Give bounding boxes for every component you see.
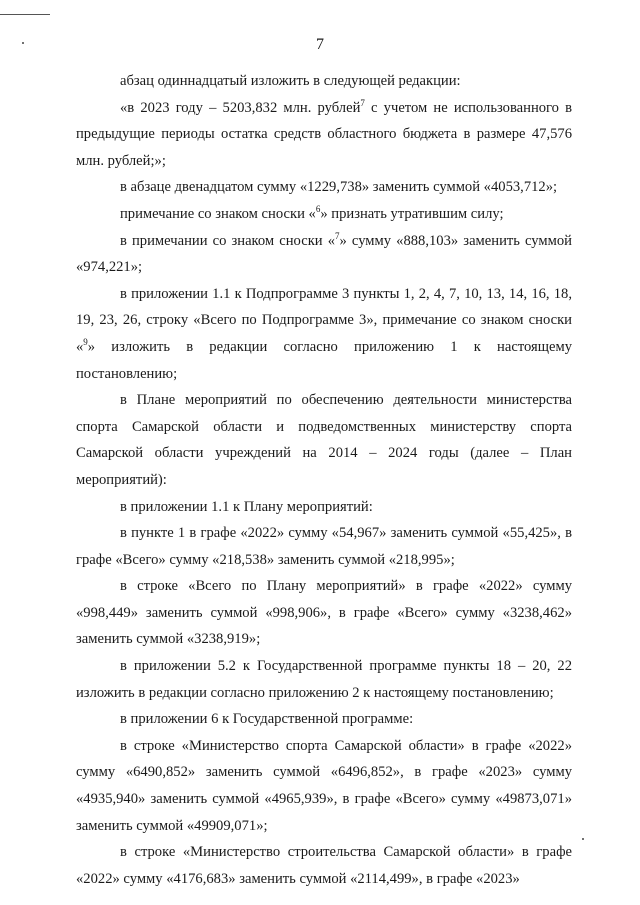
paragraph: в строке «Всего по Плану мероприятий» в графе «2022» сумму «998,449» заменить суммой «998,906», в графе «Всего» сумму «3238,462» заменить суммой «3238,919»; bbox=[76, 578, 572, 648]
paragraph: в приложении 5.2 к Государственной программе пункты 18 – 20, 22 изложить в редакции согласно приложению 2 к настоящему постановлению; bbox=[76, 658, 572, 701]
paragraph: абзац одиннадцатый изложить в следующей редакции: bbox=[120, 73, 461, 89]
paragraph: в строке «Министерство строительства Самарской области» в графе «2022» сумму «4176,683» заменить суммой «2114,499», в графе «2023» bbox=[76, 844, 572, 887]
footnote-mark: 6 bbox=[315, 204, 321, 215]
paragraph: «в 2023 году – 5203,832 млн. рублей$^7$ с учетом не использованного в предыдущие периоды остатка средств областного бюджета в размере 47,576 млн. рублей;»; bbox=[76, 97, 573, 169]
paragraph: в приложении 1.1 к Плану мероприятий: bbox=[120, 498, 373, 515]
page-number: 7 bbox=[316, 36, 324, 53]
paragraph: в пункте 1 в графе «2022» сумму «54,967» заменить суммой «55,425», в графе «Всего» сумму «218,538» заменить суммой «218,995»; bbox=[76, 525, 572, 568]
scan-edge-mark bbox=[0, 14, 50, 15]
footnote-mark: 7 bbox=[360, 97, 365, 108]
paragraph: в примечании со знаком сноски «$^7$» сумму «888,103» заменить суммой «974,221»; bbox=[76, 230, 572, 276]
paragraph: примечание со знаком сноски «$^6$» признать утратившим силу; bbox=[120, 204, 504, 222]
paragraph: в строке «Министерство спорта Самарской области» в графе «2022» сумму «6490,852» заменить суммой «6496,852», в графе «2023» сумму «4935,940» заменить суммой «4965,939», в графе «Всего» сумму «49873,071» заменить суммой «49909,071»; bbox=[76, 737, 572, 834]
paragraph: в приложении 6 к Государственной программе: bbox=[120, 711, 414, 728]
paragraph: в приложении 1.1 к Подпрограмме 3 пункты 1, 2, 4, 7, 10, 13, 14, 16, 18, 19, 23, 26, строку «Всего по Подпрограмме 3», примечание со знаком сноски «$^9$» изложить в редакции согласно приложению 1 к настоящему постановлению; bbox=[76, 285, 572, 382]
footnote-mark: 9 bbox=[83, 337, 88, 348]
footnote-mark: 7 bbox=[335, 230, 340, 241]
paragraph: в Плане мероприятий по обеспечению деятельности министерства спорта Самарской области и подведомственных министерству спорта Самарской области учреждений на 2014 – 2024 годы (далее – План мероприятий): bbox=[76, 392, 572, 488]
paragraph: в абзаце двенадцатом сумму «1229,738» заменить суммой «4053,712»; bbox=[120, 179, 558, 196]
scan-speck bbox=[582, 838, 584, 840]
document-body bbox=[76, 68, 572, 892]
